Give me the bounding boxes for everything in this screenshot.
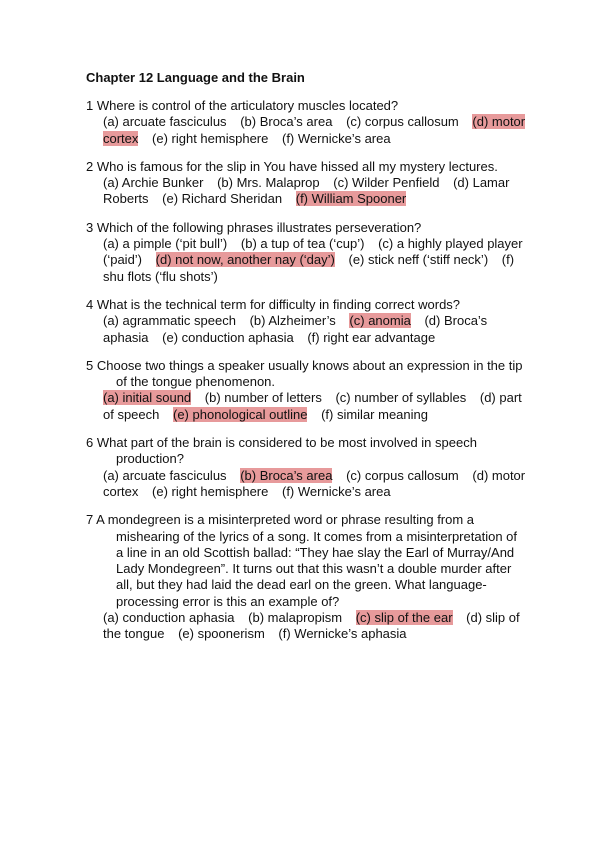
answer-option: (f) right ear advantage: [307, 329, 436, 345]
question-stem: 7 A mondegreen is a misinterpreted word or phrase resulting from a mishearing of the lyrics of a song. It comes from a misinterpretation of a line in an old Scottish ballad: “They hae slay the Earl of Murray/And Lady Mondegreen”. It turns out that this wasn’t a double murder after all, but they had laid the dead earl on the green. What language-processing error is this an example of?: [86, 512, 518, 609]
answer-option: (e) conduction aphasia: [162, 329, 294, 345]
question-stem: 5 Choose two things a speaker usually knows about an expression in the tip of the tongue phenomenon.: [86, 357, 523, 390]
answer-options: [86, 175, 526, 208]
answer-options: [86, 236, 526, 285]
question-list: [86, 98, 526, 643]
answer-option: (e) right hemisphere: [152, 130, 269, 146]
question-stem: 3 Which of the following phrases illustrates perseveration?: [86, 219, 422, 235]
question-1: [86, 98, 526, 147]
answer-options: [86, 313, 526, 346]
answer-option: (a) arcuate fasciculus: [103, 114, 227, 130]
question-3: [86, 220, 526, 285]
answer-options: [86, 114, 526, 147]
answer-option: (a) arcuate fasciculus: [103, 467, 227, 483]
answer-option: (b) Mrs. Malaprop: [217, 175, 320, 191]
answer-option: (e) spoonerism: [178, 626, 265, 642]
answer-option: (f) Wernicke’s aphasia: [278, 626, 407, 642]
answer-option: (e) Richard Sheridan: [162, 191, 283, 207]
answer-option: (a) conduction aphasia: [103, 610, 235, 626]
answer-options: [86, 390, 526, 423]
answer-option: (a) Archie Bunker: [103, 175, 204, 191]
answer-option: (e) right hemisphere: [152, 483, 269, 499]
document-page: [86, 70, 526, 655]
answer-option: (c) number of syllables: [335, 390, 467, 406]
answer-option-correct: (c) slip of the ear: [355, 610, 453, 626]
question-5: [86, 358, 526, 423]
question-6: [86, 435, 526, 500]
answer-options: [86, 610, 526, 643]
answer-option: (c) corpus callosum: [346, 114, 459, 130]
answer-option: (c) corpus callosum: [346, 467, 459, 483]
answer-option-correct: (e) phonological outline: [173, 406, 308, 422]
answer-option: (c) a highly played player (‘paid’): [103, 236, 523, 268]
answer-option: (b) malapropism: [248, 610, 343, 626]
answer-option: (f) shu flots (‘flu shots’): [103, 252, 515, 284]
answer-option: (a) a pimple (‘pit bull’): [103, 236, 228, 252]
chapter-title: Chapter 12 Language and the Brain: [86, 70, 305, 85]
answer-option-correct: (a) initial sound: [103, 390, 192, 406]
answer-option: (b) a tup of tea (‘cup’): [240, 236, 365, 252]
question-stem: 2 Who is famous for the slip in You have hissed all my mystery lectures.: [86, 158, 498, 174]
answer-option-correct: (f) William Spooner: [295, 191, 407, 207]
answer-option: (e) stick neff (‘stiff neck’): [348, 252, 489, 268]
answer-option: (d) slip of the tongue: [103, 610, 520, 642]
answer-option: (d) part of speech: [103, 390, 522, 422]
answer-option: (b) number of letters: [204, 390, 322, 406]
answer-option: (f) Wernicke’s area: [281, 130, 391, 146]
answer-option: (d) Lamar Roberts: [103, 175, 510, 207]
answer-option: (a) agrammatic speech: [103, 313, 236, 329]
answer-option: (d) motor cortex: [103, 467, 526, 499]
answer-option: (d) Broca’s aphasia: [103, 313, 488, 345]
answer-option: (f) Wernicke’s area: [281, 483, 391, 499]
question-stem: 4 What is the technical term for difficulty in finding correct words?: [86, 296, 461, 312]
answer-option: (b) Broca’s area: [240, 114, 333, 130]
question-7: [86, 512, 526, 642]
answer-option: (c) Wilder Penfield: [333, 175, 440, 191]
answer-option-correct: (d) motor cortex: [103, 114, 526, 146]
question-stem: 1 Where is control of the articulatory muscles located?: [86, 98, 399, 113]
answer-options: [86, 468, 526, 501]
answer-option: (f) similar meaning: [321, 406, 428, 422]
question-4: [86, 297, 526, 346]
answer-option-correct: (d) not now, another nay (‘day’): [155, 252, 335, 268]
answer-option-correct: (b) Broca’s area: [240, 467, 333, 483]
answer-option: (b) Alzheimer’s: [249, 313, 336, 329]
question-2: [86, 159, 526, 208]
answer-option-correct: (c) anomia: [349, 313, 411, 329]
question-stem: 6 What part of the brain is considered to be most involved in speech production?: [86, 435, 477, 467]
